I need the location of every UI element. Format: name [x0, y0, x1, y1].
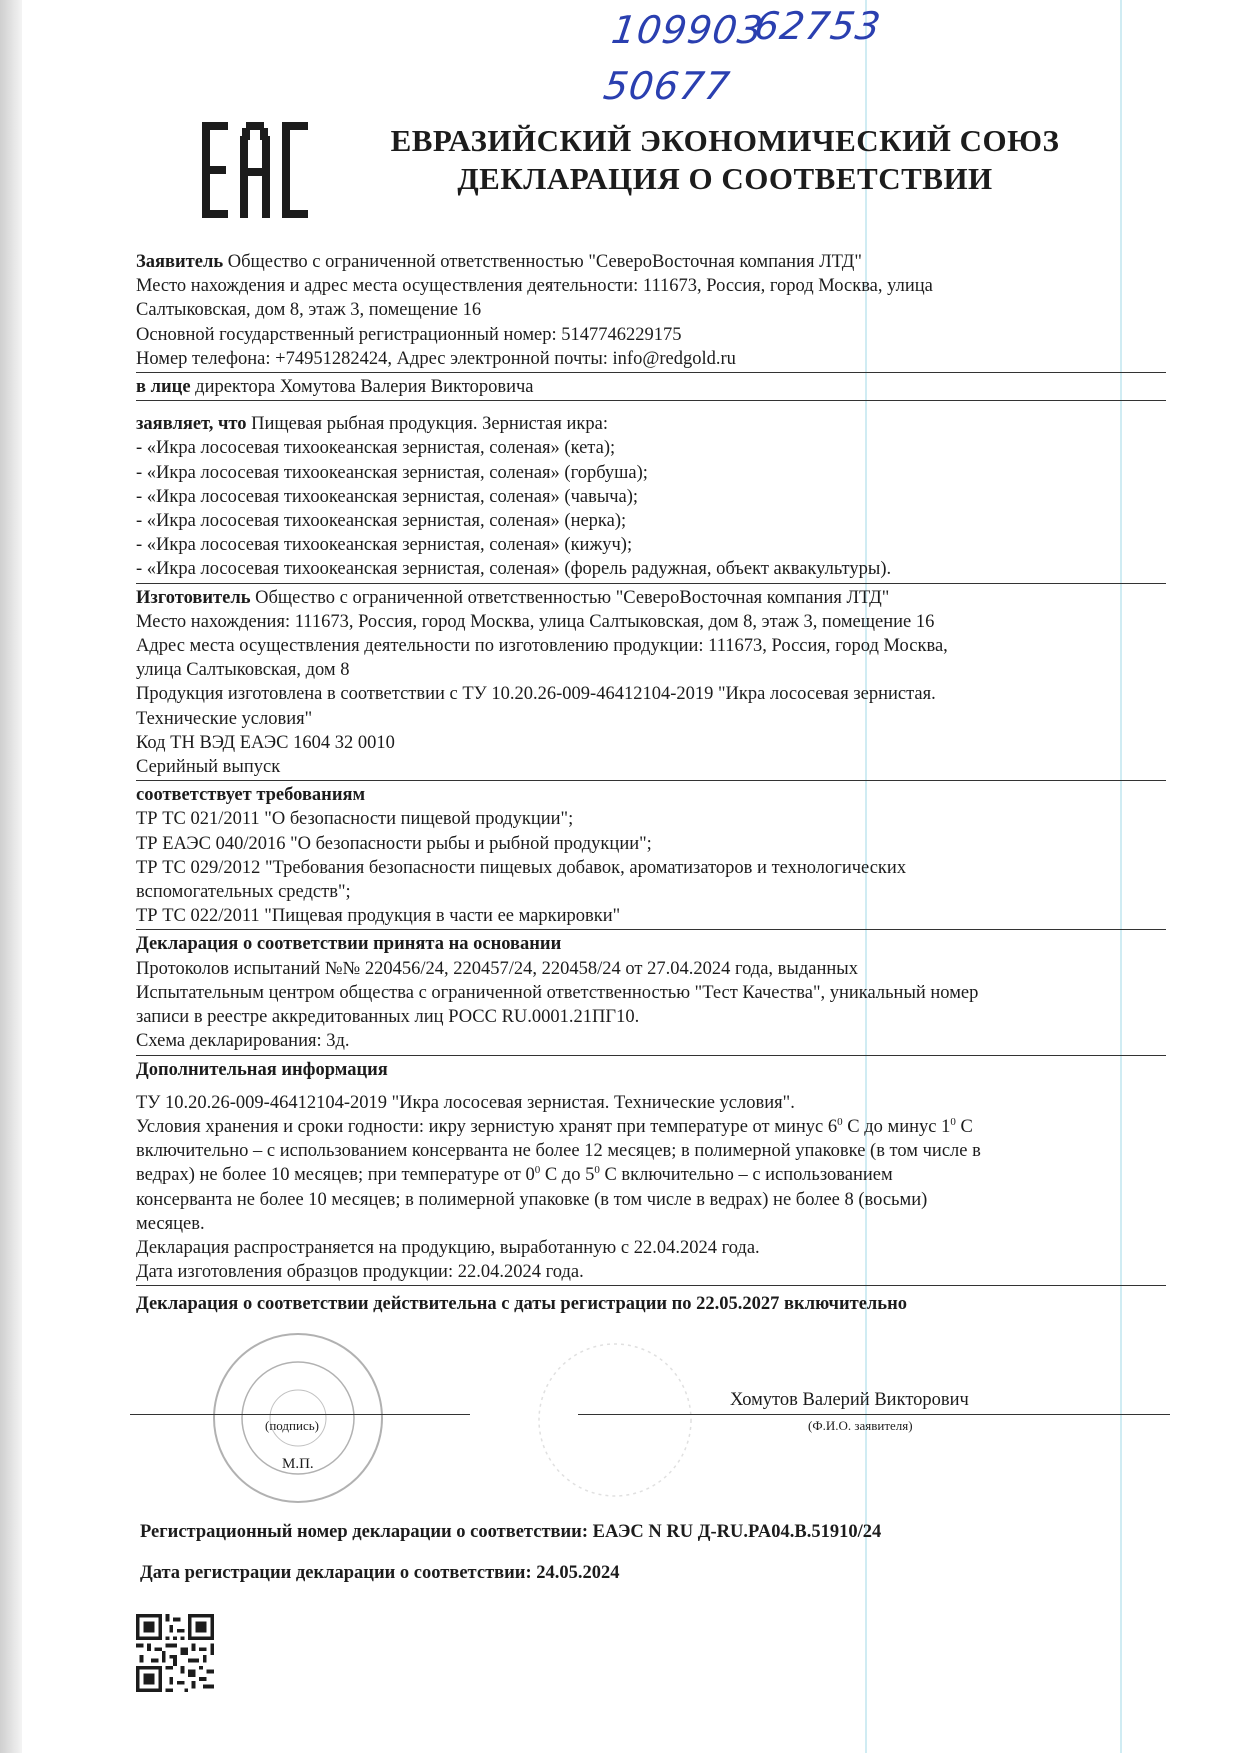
requirement-item: ТР ТС 022/2011 "Пищевая продукция в части ее маркировки"	[136, 906, 621, 927]
title-line-declaration: ДЕКЛАРАЦИЯ О СООТВЕТСТВИИ	[457, 161, 993, 196]
applicant-section	[136, 250, 1166, 373]
applicant-address: Салтыковская, дом 8, этаж 3, помещение 16	[136, 300, 482, 321]
product-item: - «Икра лососевая тихоокеанская зернистая, соленая» (горбуша);	[136, 462, 648, 483]
registration-date: Дата регистрации декларации о соответствии: 24.05.2024	[140, 1563, 620, 1583]
signer-name: Хомутов Валерий Викторович	[730, 1390, 969, 1410]
seal-place: М.П.	[282, 1456, 314, 1472]
basis-section	[136, 932, 1166, 1055]
tnved-code: Код ТН ВЭД ЕАЭС 1604 32 0010	[136, 732, 395, 753]
requirement-item: ТР ТС 029/2012 "Требования безопасности пищевых добавок, ароматизаторов и технологических	[136, 857, 907, 878]
requirement-item: вспомогательных средств";	[136, 882, 351, 903]
basis-text: Испытательным центром общества с ограниченной ответственностью "Тест Качества", уникальный номер	[136, 982, 979, 1003]
product-item: - «Икра лососевая тихоокеанская зернистая, соленая» (нерка);	[136, 511, 627, 532]
additional-tu: ТУ 10.20.26-009-46412104-2019 "Икра лососевая зернистая. Технические условия".	[136, 1092, 795, 1113]
manufacturer-standard: Продукция изготовлена в соответствии с ТУ 10.20.26-009-46412104-2019 "Икра лососевая зернистая.	[136, 684, 936, 705]
declaration-body	[136, 250, 1166, 1317]
handwritten-note: 109903	[608, 8, 767, 52]
applicant-contacts: Номер телефона: +74951282424, Адрес электронной почты: info@redgold.ru	[136, 348, 736, 369]
product-item: - «Икра лососевая тихоокеанская зернистая, соленая» (кижуч);	[136, 535, 633, 556]
requirement-item: ТР ТС 021/2011 "О безопасности пищевой продукции";	[136, 809, 574, 830]
representative-label: в лице	[136, 377, 191, 398]
name-caption: (Ф.И.О. заявителя)	[808, 1418, 913, 1433]
signature-caption: (подпись)	[265, 1418, 319, 1433]
samples-date: Дата изготовления образцов продукции: 22.04.2024 года.	[136, 1262, 584, 1283]
faint-stamp	[530, 1340, 700, 1500]
storage-conditions: консерванта не более 10 месяцев; в полимерной упаковке (в том числе в ведрах) не более 8 (восьми)	[136, 1189, 928, 1210]
requirements-label: соответствует требованиям	[136, 785, 366, 806]
manufacturer-standard: Технические условия"	[136, 708, 313, 729]
scan-edge	[0, 0, 22, 1753]
storage-conditions: ведрах) не более 10 месяцев; при температуре от $0^0$ С до $5^0$ С включительно – с использованием	[136, 1164, 893, 1186]
registration-number: Регистрационный номер декларации о соответствии: ЕАЭС N RU Д-RU.PA04.B.51910/24	[140, 1522, 882, 1542]
validity-statement: Декларация о соответствии действительна с даты регистрации по 22.05.2027 включительно	[136, 1294, 907, 1315]
handwritten-note: 50677	[600, 64, 733, 108]
product-item: - «Икра лососевая тихоокеанская зернистая, соленая» (кета);	[136, 438, 616, 459]
release-type: Серийный выпуск	[136, 757, 281, 778]
storage-conditions: Условия хранения и сроки годности: икру зернистую хранят при температуре от минус $6^0$ С до минус $1^0$ С	[136, 1115, 973, 1137]
document-title	[340, 122, 1110, 198]
requirement-item: ТР ЕАЭС 040/2016 "О безопасности рыбы и рыбной продукции";	[136, 833, 652, 854]
declares-section	[136, 412, 1166, 583]
representative-text: директора Хомутова Валерия Викторовича	[190, 377, 534, 398]
manufacturer-production-address: Адрес места осуществления деятельности по изготовлению продукции: 111673, Россия, город Москва,	[136, 636, 948, 657]
representative-section	[136, 375, 1166, 401]
storage-conditions: месяцев.	[136, 1213, 205, 1234]
manufacturer-section	[136, 586, 1166, 782]
eac-logo	[202, 122, 308, 218]
applicant-label: Заявитель	[136, 252, 224, 272]
handwritten-note: 62753	[751, 4, 884, 48]
manufacturer-name: Общество с ограниченной ответственностью "СевероВосточная компания ЛТД"	[250, 587, 890, 608]
applicant-ogrn: Основной государственный регистрационный номер: 5147746229175	[136, 324, 682, 345]
basis-label: Декларация о соответствии принята на основании	[136, 934, 562, 955]
signature-line	[130, 1414, 470, 1415]
title-line-union: ЕВРАЗИЙСКИЙ ЭКОНОМИЧЕСКИЙ СОЮЗ	[390, 123, 1060, 158]
basis-text: Протоколов испытаний №№ 220456/24, 220457/24, 220458/24 от 27.04.2024 года, выданных	[136, 958, 858, 979]
additional-section	[136, 1058, 1166, 1287]
declaration-scheme: Схема декларирования: 3д.	[136, 1031, 350, 1052]
manufacturer-production-address: улица Салтыковская, дом 8	[136, 660, 350, 681]
additional-label: Дополнительная информация	[136, 1059, 388, 1080]
declares-label: заявляет, что	[136, 414, 247, 435]
storage-conditions: включительно – с использованием консерванта не более 12 месяцев; в полимерной упаковке (в том числе в	[136, 1141, 981, 1162]
manufacturer-location: Место нахождения: 111673, Россия, город Москва, улица Салтыковская, дом 8, этаж 3, помещение 16	[136, 611, 935, 632]
signature-area	[130, 1380, 1170, 1520]
manufacturer-label: Изготовитель	[136, 587, 251, 608]
qr-code[interactable]	[136, 1614, 214, 1692]
name-line	[578, 1414, 1170, 1415]
applies-to: Декларация распространяется на продукцию, выработанную с 22.04.2024 года.	[136, 1237, 760, 1258]
product-item: - «Икра лососевая тихоокеанская зернистая, соленая» (чавыча);	[136, 486, 639, 507]
product-item: - «Икра лососевая тихоокеанская зернистая, соленая» (форель радужная, объект аквакультуры).	[136, 559, 892, 580]
requirements-section	[136, 783, 1166, 930]
applicant-address: Место нахождения и адрес места осуществления деятельности: 111673, Россия, город Москва, улица	[136, 276, 933, 297]
basis-text: записи в реестре аккредитованных лиц РОСС RU.0001.21ПГ10.	[136, 1007, 640, 1028]
declares-text: Пищевая рыбная продукция. Зернистая икра:	[246, 414, 608, 435]
applicant-name: Общество с ограниченной ответственностью "СевероВосточная компания ЛТД"	[223, 252, 862, 272]
